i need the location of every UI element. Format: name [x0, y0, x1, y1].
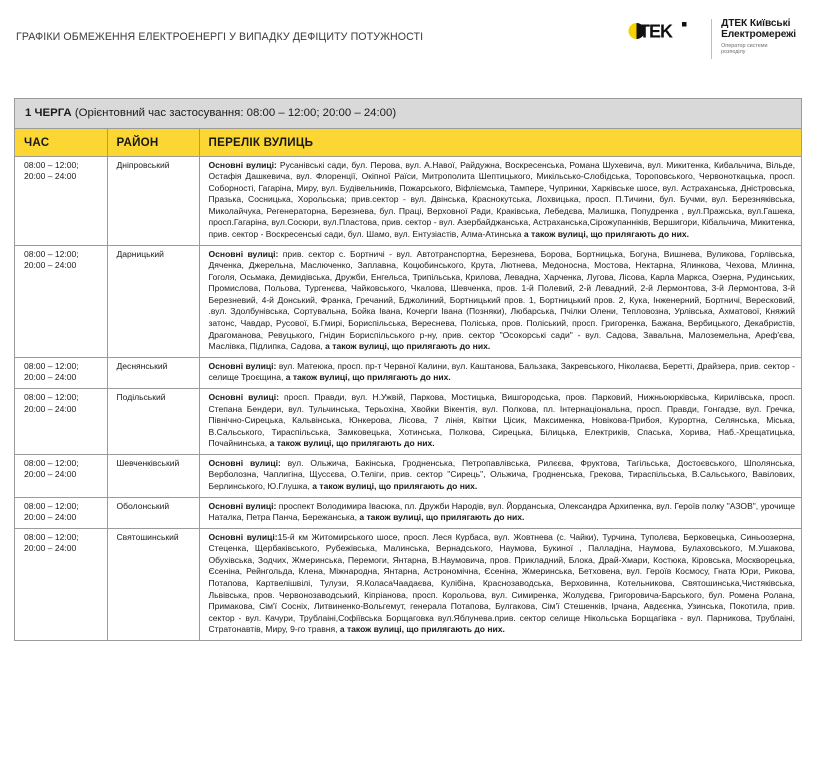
cell-time [15, 156, 107, 245]
streets-lead-label: Основні вулиці: [208, 159, 277, 170]
streets-list: вул. Матеюка, просп. пр-т Червної Калини, вул. Каштанова, Бальзака, Закревського, Ніколаєва, Беретті, Драйзера, прив. сектор - селище Троєщина, [208, 360, 795, 383]
streets-lead-label: Основні вулиці: [208, 457, 281, 468]
brand-name-line2: Електромережі [721, 29, 796, 41]
table-header-row [15, 129, 801, 157]
cell-streets [199, 245, 801, 357]
brand-subtitle-line1: Оператор системи [721, 42, 768, 49]
time-slot-morning: 08:00 – 12:00; [24, 531, 79, 542]
column-header-district: РАЙОН [107, 129, 199, 157]
cell-streets [199, 388, 801, 454]
streets-lead-label: Основні вулиці: [208, 360, 277, 371]
streets-list: вул. Ольжича, Бакінська, Гродненська, Петропавлівська, Рилєєва, Фруктова, Тагільська, Достоєвського, Шполянська, Верболозна, Чаплигіна, Щуссєва, О.Теліги, прив. сектор "Сирець", Ольжича, Гродненська, Грекова, Тираспільська, В.Сальського, Вавілових, Берлинського, Ю.Глушка, [208, 457, 795, 491]
cell-district: Дніпровський [107, 156, 199, 245]
cell-district: Шевченківський [107, 454, 199, 497]
streets-list: просп. Правди, вул. Н.Ужвій, Паркова, Мостицька, Вишгородська, пров. Парковий, Нижньоюрківська, Кирилівська, просп. Степана Бендери, вул. Тульчинська, Терьохіна, Хвойки Вікентія, вул. Полкова, пл. Інтернаціональна, просп. Правди, Гонгадзе, вул. Гречка, Північно-Сирецька, Кальвінська, Юнкерова, Лісова, 7 лінія, Квітки Цісик, Максименка, Новікова-Прибоя, Курортна, Селянська, Міська, В.Сальського, Тираспільська, Замковецька, Хотинська, Полкова, Сирецька, Білицька, Електриків, Спаська, Хорива, Наб.-Хрещатицька, Почайнинська, [208, 391, 795, 449]
queue-name: 1 ЧЕРГА [25, 107, 72, 119]
brand-block [628, 18, 796, 59]
cell-time [15, 454, 107, 497]
cell-time [15, 357, 107, 388]
cell-time [15, 388, 107, 454]
streets-list: проспект Володимира Івасюка, пл. Дружби Народів, вул. Йорданська, Олександра Архипенка, вул. Героїв полку "АЗОВ", урочище Наталка, Петра Панча, Бережанська, [208, 500, 795, 523]
time-slot-morning: 08:00 – 12:00; [24, 457, 79, 468]
brand-divider [711, 19, 712, 59]
time-slot-morning: 08:00 – 12:00; [24, 500, 79, 511]
time-slot-evening: 20:00 – 24:00 [24, 372, 77, 383]
streets-list: 15-й км Житомирського шосе, просп. Леся Курбаса, вул. Жовтнева (с. Чайки), Турчина, Туполєва, Берковецька, Синьоозерна, Стеценка, Щербаківського, Рубежівська, Малинська, Вернадського, Наумова, Букиної , Палладіна, Наумова, Булаховського, М.Ушакова, Обухівська, Зодчих, Жмеринська, Перемоги, Янтарна, В.Наумовича, пров. Прикладний, Блока, Драй-Хмари, Костюка, Кіровська, Москворецька, Єсеніна, Рейнгольда, Клена, Міжнародна, Янтарна, Астрономічна, Єсеніна, Жмеринська, Бетховена, вул. Героїв Космосу, Гната Юри, Рикова, Потапова, Картвелішвілі, Тулузи, Я.КоласаЧаадаєва, Кулібіна, Краснозаводська, Верховинна, Котельникова, Святошинська,Чистяківська, Львівська, пров. Червонозаводський, Кіпріанова, просп. Корольова, вул. Симиренка, Жолудєва, Григоровича-Барського, бул. Ромена Ролана, Примакова, Сім'ї Сосніх, Литвиненко-Вольгемут, генерала Потапова, Булгакова, Сім'ї Стешенків, Ірчана, Авдєєнка, Узинська, Покотила, прив. сектор - вул. Качури, Трублаіні,Софіївська Борщаговка вул.Яблунева.прив. сектор селище Нікольська Борщагівка - вул. Парникова, Трублаіні, Стратонавтів, Миру, 9-го травня, [208, 531, 795, 635]
cell-streets [199, 528, 801, 640]
streets-tail-note: а також вулиці, що прилягають до них. [523, 229, 689, 240]
streets-tail-note: а також вулиці, що прилягають до них. [359, 512, 525, 523]
time-slot-evening: 20:00 – 24:00 [24, 260, 77, 271]
time-slot-evening: 20:00 – 24:00 [24, 171, 77, 182]
column-header-time: ЧАС [15, 129, 107, 157]
table-row [15, 388, 801, 454]
cell-streets [199, 156, 801, 245]
schedule-table [15, 129, 801, 641]
table-row [15, 245, 801, 357]
dtek-logo-icon [628, 18, 702, 44]
brand-name [721, 18, 796, 56]
time-slot-morning: 08:00 – 12:00; [24, 248, 79, 259]
time-slot-evening: 20:00 – 24:00 [24, 469, 77, 480]
streets-list: прив. сектор с. Бортничі - вул. Автотранспортна, Березнева, Борова, Бортницька, Богуна, Вишнева, Вуликова, Горлівська, Дяченка, Джерельна, Маслюченко, Заплавна, Коцюбинського, Крута, Лютнева, Медоносна, Мостова, Нектарна, Ялинкова, Чехова, Млинна, Гоголя, Осьмака, Демидівська, Дружби, Енгельса, Трипільська, Крилова, Левадна, Харченка, Лугова, Лісова, Карла Маркса, Озерна, Рудинських, Промислова, Польова, Тургенєва, Чайковського, Чкалова, Шевченка, пров. 1-й Полевий, 2-й Левадний, 2-й Лермонтова, 3-й Лермонтова, 3-й Березневий, 4-й Донський, Франка, Гречаний, Бджолиний, Бортницький пров. 1, Бортницький пров. 2, Кука, Інженерний, Бортничі, Вересковий, .вул. Здолбунівська, Сортувальна, Бойка Івана, Кочерги Івана (Позняки), Любарська, Пчілки Олени, Тепловозна, Урлівська, Ахматової, Княжий затонс, Чавдар, Русової, Б.Гмирі, Бориспільська, Вереснева, Поліська, пров. Поліський, просп. Григоренка, Бажана, Вербицького, Декабристів, Драгоманова, Ревуцького, Гнідин Бориспільського р-ну, прив. сектор "Осокорські сади" - вул. Садова, Завальна, Малоземельна, Ареф'єва, Маслівка, Підлипка, Садова, [208, 248, 795, 352]
cell-time [15, 497, 107, 528]
dtek-logo [628, 18, 702, 44]
streets-tail-note: а також вулиці, що прилягають до них. [325, 341, 491, 352]
cell-streets [199, 454, 801, 497]
table-row [15, 454, 801, 497]
cell-streets [199, 357, 801, 388]
schedule-table-body [15, 156, 801, 640]
column-header-streets: ПЕРЕЛІК ВУЛИЦЬ [199, 129, 801, 157]
streets-list: Русанівські сади, бул. Перова, вул. А.Навої, Райдужна, Воскресенська, Романа Шухевича, вул. Микитенка, Кибальчича, Вільде, Остафія Дашкевича, вул. Флоренції, Окіпної Раїси, Митрополита Шептицького, Микільсько-Слобідська, Тороповського, Червоноткацька, просп. Соборності, Гагаріна, Миру, вул. Будівельників, Пожарського, Віфліємська, Тампере, Чупринки, Харківське шосе, вул. Астраханська, Дністровська, Празька, Сосницька, Хорольська; прив.сектор - вул. Двінська, Краснокутська, Лохвицька, просп. П.Тичини, бул. Бучми, вул. Березняківська, Миколайчука, Регенераторна, Березнева, бул. Праці, Верховної Ради, Краківська, Лебедєва, Малишка, Попудренка , вул.Пражська, вул.Гашека, просп.Гагаріна, вул.Сосюри, вул.Пластова, прив. сектор - вул. Азербайджанська, Астраханська,Сірожупанніків, Вершигори, Кібальчича, Микитенка, прив. сектор - Воскресенські сади, бул. Шамо, вул. Ентузіастів, Алма-Атинська [208, 159, 795, 240]
table-row [15, 497, 801, 528]
time-slot-morning: 08:00 – 12:00; [24, 391, 79, 402]
brand-subtitle-line2: розподілу [721, 49, 746, 56]
cell-district: Деснянський [107, 357, 199, 388]
document-header [0, 0, 814, 62]
cell-time [15, 245, 107, 357]
cell-time [15, 528, 107, 640]
table-row [15, 156, 801, 245]
queue-schedule-note: (Орієнтовний час застосування: 08:00 – 12:00; 20:00 – 24:00) [74, 107, 397, 119]
time-slot-evening: 20:00 – 24:00 [24, 512, 77, 523]
cell-district: Подільський [107, 388, 199, 454]
streets-tail-note: а також вулиці, що прилягають до них. [285, 372, 451, 383]
time-slot-evening: 20:00 – 24:00 [24, 403, 77, 414]
cell-district: Дарницький [107, 245, 199, 357]
queue-banner [15, 99, 801, 129]
streets-lead-label: Основні вулиці: [208, 248, 279, 259]
streets-lead-label: Основні вулиці: [208, 500, 277, 511]
time-slot-evening: 20:00 – 24:00 [24, 543, 77, 554]
svg-text:TEK: TEK [639, 21, 673, 42]
schedule-table-container [14, 98, 802, 641]
cell-streets [199, 497, 801, 528]
cell-district: Оболонський [107, 497, 199, 528]
streets-tail-note: а також вулиці, що прилягають до них. [269, 438, 435, 449]
streets-tail-note: а також вулиці, що прилягають до них. [339, 624, 505, 635]
cell-district: Святошинський [107, 528, 199, 640]
streets-lead-label: Основні вулиці: [208, 391, 279, 402]
page-title: ГРАФІКИ ОБМЕЖЕННЯ ЕЛЕКТРОЕНЕРГІ У ВИПАДКУ ДЕФІЦИТУ ПОТУЖНОСТІ [16, 31, 424, 43]
brand-name-line1: ДТЕК Київські [721, 18, 791, 29]
streets-tail-note: а також вулиці, що прилягають до них. [312, 481, 478, 491]
table-row [15, 357, 801, 388]
time-slot-morning: 08:00 – 12:00; [24, 159, 79, 170]
table-row [15, 528, 801, 640]
time-slot-morning: 08:00 – 12:00; [24, 360, 79, 371]
streets-lead-label: Основні вулиці: [208, 531, 278, 542]
